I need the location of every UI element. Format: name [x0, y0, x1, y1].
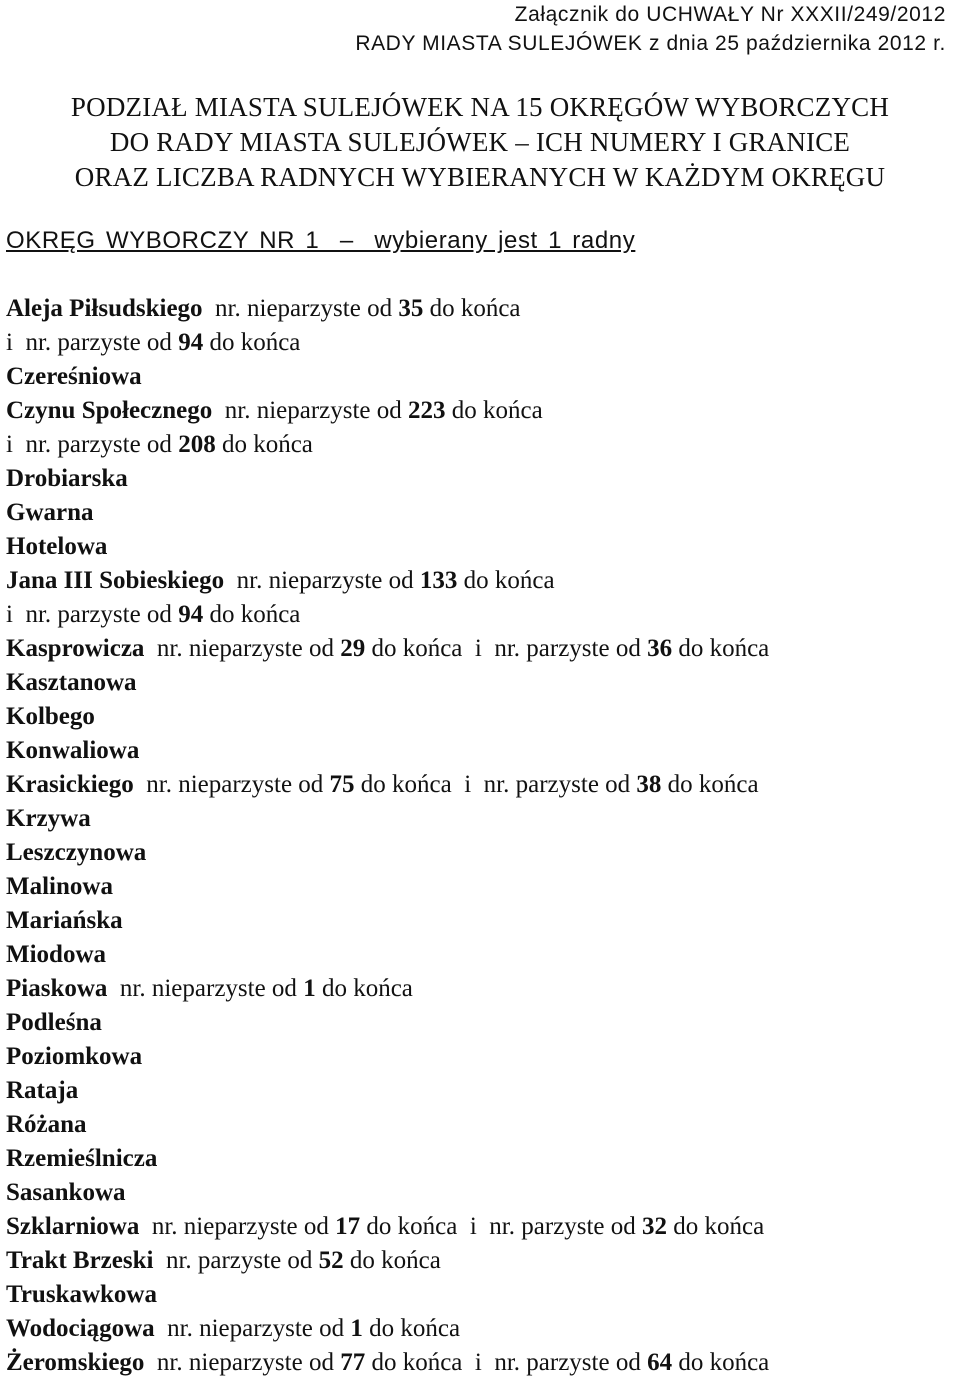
street-line [6, 768, 951, 802]
street-line [6, 326, 951, 360]
street-line [6, 428, 951, 462]
street-list [6, 292, 951, 1380]
street-name: Trakt Brzeski [6, 1247, 154, 1274]
street-name: Różana [6, 1111, 87, 1138]
street-line [6, 394, 951, 428]
street-line [6, 360, 951, 394]
street-line [6, 496, 951, 530]
street-line [6, 1176, 951, 1210]
header-line-2: RADY MIASTA SULEJÓWEK z dnia 25 października 2012 r. [355, 32, 946, 55]
street-range-text: do końca [457, 567, 555, 594]
street-line [6, 462, 951, 496]
street-line [6, 1312, 951, 1346]
district-heading: OKRĘG WYBORCZY NR 1 – wybierany jest 1 radny [6, 227, 636, 254]
street-name: Żeromskiego [6, 1349, 145, 1376]
street-range-text: nr. nieparzyste od [224, 567, 420, 594]
street-number: 17 [335, 1213, 361, 1240]
street-line [6, 802, 951, 836]
street-range-text: i nr. parzyste od [6, 329, 179, 356]
street-line [6, 564, 951, 598]
street-name: Truskawkowa [6, 1281, 157, 1308]
street-number: 1 [303, 975, 316, 1002]
street-range-text: do końca i nr. parzyste od [354, 771, 637, 798]
street-number: 75 [329, 771, 355, 798]
street-number: 1 [350, 1315, 363, 1342]
street-line [6, 938, 951, 972]
street-line [6, 666, 951, 700]
street-range-text: nr. nieparzyste od [144, 1349, 341, 1376]
street-range-text: do końca [315, 975, 413, 1002]
street-range-text: nr. nieparzyste od [202, 295, 399, 322]
street-range-text: do końca [203, 329, 301, 356]
street-range-text: do końca i nr. parzyste od [365, 1349, 648, 1376]
title-line-1: PODZIAŁ MIASTA SULEJÓWEK NA 15 OKRĘGÓW WYBORCZYCH [70, 92, 890, 122]
street-range-text: nr. parzyste od [153, 1247, 319, 1274]
street-range-text: do końca i nr. parzyste od [365, 635, 648, 662]
street-number: 223 [408, 397, 446, 424]
street-name: Krzywa [6, 805, 91, 832]
street-range-text: nr. nieparzyste od [154, 1315, 351, 1342]
street-number: 77 [340, 1349, 366, 1376]
street-name: Kolbego [6, 703, 95, 730]
street-line [6, 1040, 951, 1074]
street-number: 52 [318, 1247, 344, 1274]
street-line [6, 972, 951, 1006]
street-name: Jana III Sobieskiego [6, 567, 225, 594]
street-name: Czynu Społecznego [6, 397, 213, 424]
street-name: Kasprowicza [6, 635, 145, 662]
street-range-text: do końca i nr. parzyste od [360, 1213, 643, 1240]
street-line [6, 734, 951, 768]
street-name: Czereśniowa [6, 363, 142, 390]
street-range-text: nr. nieparzyste od [139, 1213, 336, 1240]
street-name: Wodociągowa [6, 1315, 155, 1342]
street-range-text: nr. nieparzyste od [107, 975, 304, 1002]
attachment-header [355, 0, 946, 58]
street-line [6, 1108, 951, 1142]
street-name: Drobiarska [6, 465, 128, 492]
street-number: 32 [642, 1213, 668, 1240]
street-name: Podleśna [6, 1009, 102, 1036]
street-range-text: do końca [445, 397, 543, 424]
street-number: 29 [340, 635, 366, 662]
street-line [6, 292, 951, 326]
street-number: 208 [178, 431, 216, 458]
street-range-text: i nr. parzyste od [6, 431, 179, 458]
street-name: Krasickiego [6, 771, 134, 798]
street-name: Miodowa [6, 941, 106, 968]
street-line [6, 598, 951, 632]
street-number: 94 [178, 601, 204, 628]
street-line [6, 1006, 951, 1040]
street-name: Aleja Piłsudskiego [6, 295, 203, 322]
street-name: Rataja [6, 1077, 79, 1104]
street-name: Gwarna [6, 499, 94, 526]
street-range-text: do końca [203, 601, 301, 628]
street-name: Piaskowa [6, 975, 108, 1002]
street-line [6, 632, 951, 666]
street-range-text: nr. nieparzyste od [144, 635, 341, 662]
street-line [6, 1142, 951, 1176]
street-number: 35 [398, 295, 424, 322]
street-name: Konwaliowa [6, 737, 140, 764]
street-name: Poziomkowa [6, 1043, 143, 1070]
street-range-text: i nr. parzyste od [6, 601, 179, 628]
street-line [6, 1278, 951, 1312]
street-range-text: do końca [362, 1315, 461, 1342]
street-range-text: do końca [423, 295, 521, 322]
street-line [6, 700, 951, 734]
street-number: 64 [647, 1349, 673, 1376]
street-range-text: do końca [661, 771, 759, 798]
document-title [0, 90, 960, 195]
street-line [6, 1244, 951, 1278]
street-range-text: do końca [672, 1349, 770, 1376]
street-range-text: do końca [667, 1213, 765, 1240]
street-name: Sasankowa [6, 1179, 126, 1206]
street-line [6, 870, 951, 904]
street-range-text: do końca [343, 1247, 441, 1274]
street-range-text: nr. nieparzyste od [212, 397, 409, 424]
street-number: 36 [647, 635, 673, 662]
street-line [6, 1210, 951, 1244]
street-line [6, 836, 951, 870]
street-line [6, 1074, 951, 1108]
title-line-3: ORAZ LICZBA RADNYCH WYBIERANYCH W KAŻDYM OKRĘGU [74, 162, 886, 192]
street-line [6, 1346, 951, 1380]
street-line [6, 904, 951, 938]
street-number: 94 [178, 329, 204, 356]
street-name: Szklarniowa [6, 1213, 140, 1240]
title-line-2: DO RADY MIASTA SULEJÓWEK – ICH NUMERY I GRANICE [109, 127, 851, 157]
street-name: Hotelowa [6, 533, 108, 560]
street-name: Malinowa [6, 873, 113, 900]
street-number: 133 [419, 567, 458, 594]
street-range-text: do końca [672, 635, 770, 662]
street-range-text: do końca [215, 431, 313, 458]
street-name: Mariańska [6, 907, 123, 934]
header-line-1: Załącznik do UCHWAŁY Nr XXXII/249/2012 [514, 3, 946, 26]
street-line [6, 530, 951, 564]
street-name: Kasztanowa [6, 669, 137, 696]
street-number: 38 [636, 771, 662, 798]
street-range-text: nr. nieparzyste od [133, 771, 330, 798]
street-name: Leszczynowa [6, 839, 147, 866]
street-name: Rzemieślnicza [6, 1145, 158, 1172]
